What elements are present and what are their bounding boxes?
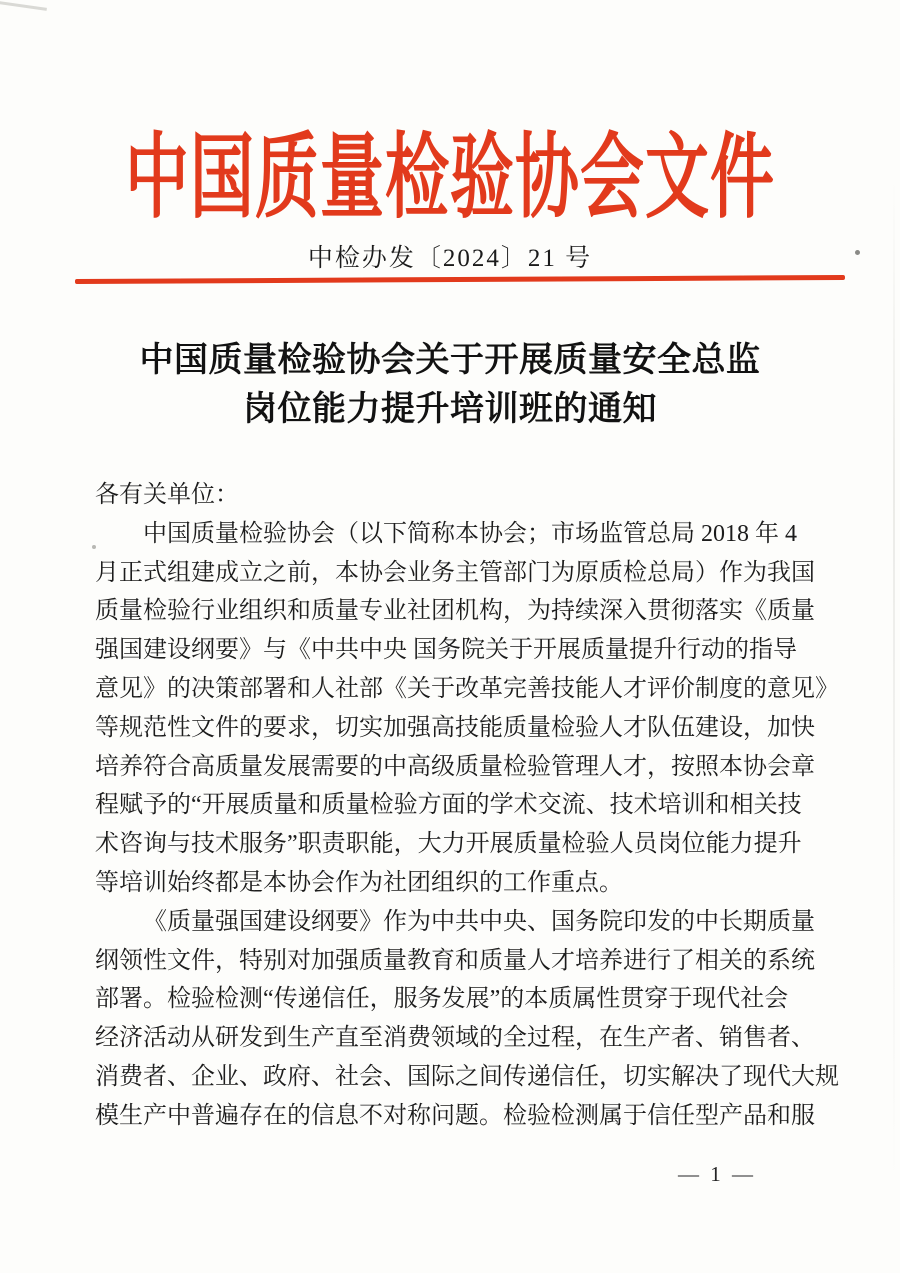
paragraphs xyxy=(95,515,845,1136)
body-line: 术咨询与技术服务”职责职能，大力开展质量检验人员岗位能力提升 xyxy=(95,831,802,858)
body-line: 培养符合高质量发展需要的中高级质量检验管理人才，按照本协会章 xyxy=(95,753,815,780)
body-line: 月正式组建成立之前，本协会业务主管部门为原质检总局）作为我国 xyxy=(95,559,815,586)
body-line: 模生产中普遍存在的信息不对称问题。检验检测属于信任型产品和服 xyxy=(95,1102,815,1129)
body-line: 部署。检验检测“传递信任，服务发展”的本质属性贯穿于现代社会 xyxy=(95,986,789,1013)
document-body xyxy=(95,476,845,1136)
body-line: 消费者、企业、政府、社会、国际之间传递信任，切实解决了现代大规 xyxy=(95,1063,839,1090)
scan-artifact-streak xyxy=(893,180,895,1180)
body-line: 等规范性文件的要求，切实加强高技能质量检验人才队伍建设，加快 xyxy=(95,714,815,741)
body-line: 程赋予的“开展质量和质量检验方面的学术交流、技术培训和相关技 xyxy=(95,792,802,819)
body-line: 纲领性文件，特别对加强质量教育和质量人才培养进行了相关的系统 xyxy=(95,947,815,974)
notice-title-line1: 中国质量检验协会关于开展质量安全总监 xyxy=(139,342,761,379)
notice-title-line2: 岗位能力提升培训班的通知 xyxy=(243,391,657,428)
body-line: 等培训始终都是本协会作为社团组织的工作重点。 xyxy=(95,869,623,896)
red-divider-line xyxy=(75,275,845,284)
body-line: 质量检验行业组织和质量专业社团机构，为持续深入贯彻落实《质量 xyxy=(95,598,815,625)
body-line: 《质量强国建设纲要》作为中共中央、国务院印发的中长期质量 xyxy=(143,908,815,935)
notice-title xyxy=(0,336,900,434)
page-number: — 1 — xyxy=(678,1162,756,1186)
body-line: 强国建设纲要》与《中共中央 国务院关于开展质量提升行动的指导 xyxy=(95,637,797,664)
scan-artifact-smudge xyxy=(0,0,47,11)
document-header-title: 中国质量检验协会文件 xyxy=(125,126,775,230)
body-line: 经济活动从研发到生产直至消费领域的全过程，在生产者、销售者、 xyxy=(95,1025,815,1052)
salutation: 各有关单位： xyxy=(95,482,239,508)
body-line: 中国质量检验协会（以下简称本协会；市场监管总局 2018 年 4 xyxy=(143,520,797,547)
document-number: 中检办发〔2024〕21 号 xyxy=(307,245,593,272)
body-line: 意见》的决策部署和人社部《关于改革完善技能人才评价制度的意见》 xyxy=(95,675,839,702)
